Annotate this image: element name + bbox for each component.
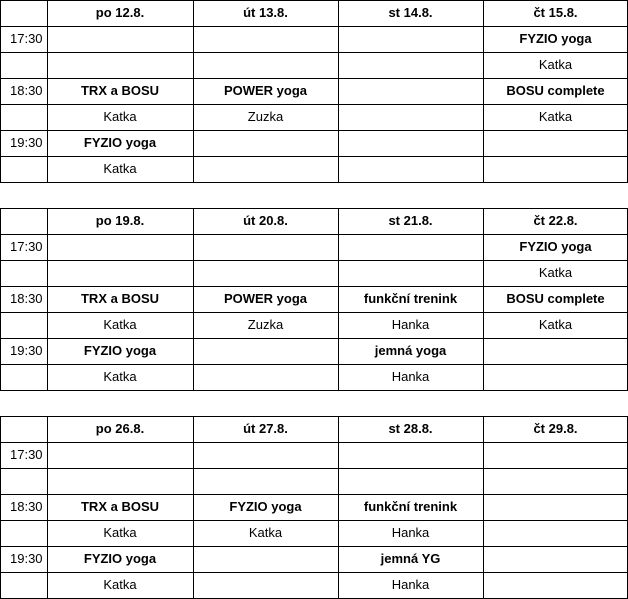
class-name (338, 78, 483, 104)
instructor-name: Katka (248, 525, 283, 540)
grid-line (0, 234, 628, 235)
time-label: 19:30 (10, 551, 43, 566)
class-name (193, 130, 338, 156)
instructor-name: Katka (538, 317, 573, 332)
instructor-name: Zuzka (247, 317, 284, 332)
instructor-name: Hanka (391, 369, 430, 384)
day-header: st 14.8. (388, 5, 433, 20)
instructor-name (483, 572, 628, 598)
grid-line (0, 442, 628, 443)
class-name (483, 338, 628, 364)
class-name (193, 338, 338, 364)
class-name (483, 130, 628, 156)
class-name (47, 234, 193, 260)
grid-line (0, 416, 628, 417)
class-name (338, 26, 483, 52)
time-blank (0, 468, 47, 494)
class-name: jemná YG (380, 551, 441, 566)
instructor-name: Katka (538, 57, 573, 72)
class-name (47, 442, 193, 468)
corner-cell (0, 0, 47, 26)
instructor-name (193, 364, 338, 390)
grid-line (193, 0, 194, 183)
time-blank (0, 312, 47, 338)
day-header: čt 22.8. (533, 213, 578, 228)
class-name (338, 234, 483, 260)
corner-cell (0, 208, 47, 234)
grid-line (0, 286, 628, 287)
grid-line (0, 260, 628, 261)
day-header: po 19.8. (95, 213, 145, 228)
class-name (338, 130, 483, 156)
class-name: FYZIO yoga (83, 551, 157, 566)
instructor-name (338, 104, 483, 130)
instructor-name (338, 468, 483, 494)
instructor-name: Katka (103, 161, 137, 176)
grid-line (47, 416, 48, 599)
class-name: TRX a BOSU (80, 83, 159, 98)
class-name: BOSU complete (506, 291, 605, 306)
day-header: po 26.8. (95, 421, 145, 436)
day-header: po 12.8. (95, 5, 145, 20)
instructor-name: Katka (103, 317, 137, 332)
grid-line (0, 312, 628, 313)
grid-line (0, 494, 628, 495)
corner-cell (0, 416, 47, 442)
grid-line (193, 416, 194, 599)
grid-line (0, 546, 628, 547)
class-name: funkční trenink (363, 291, 458, 306)
instructor-name: Katka (103, 525, 137, 540)
grid-line (0, 156, 628, 157)
instructor-name (483, 156, 628, 182)
grid-line (0, 78, 628, 79)
instructor-name: Katka (103, 369, 137, 384)
instructor-name (47, 468, 193, 494)
day-header: st 28.8. (388, 421, 433, 436)
grid-line (0, 338, 628, 339)
grid-line (0, 416, 1, 599)
instructor-name (193, 468, 338, 494)
instructor-name (193, 572, 338, 598)
class-name (193, 234, 338, 260)
class-name (338, 442, 483, 468)
grid-line (483, 208, 484, 391)
instructor-name: Katka (103, 109, 137, 124)
time-blank (0, 520, 47, 546)
class-name: TRX a BOSU (80, 291, 159, 306)
class-name: jemná yoga (374, 343, 447, 358)
instructor-name (483, 468, 628, 494)
time-blank (0, 260, 47, 286)
day-header: út 20.8. (243, 213, 288, 228)
grid-line (0, 0, 1, 183)
instructor-name (193, 156, 338, 182)
class-name: FYZIO yoga (83, 343, 157, 358)
instructor-name (338, 260, 483, 286)
grid-line (47, 0, 48, 183)
time-label: 17:30 (10, 31, 43, 46)
class-name: POWER yoga (223, 291, 308, 306)
time-label: 18:30 (10, 291, 43, 306)
instructor-name (338, 156, 483, 182)
instructor-name: Katka (538, 109, 573, 124)
class-name: funkční trenink (363, 499, 458, 514)
grid-line (47, 208, 48, 391)
class-name (193, 26, 338, 52)
instructor-name: Zuzka (247, 109, 284, 124)
grid-line (483, 416, 484, 599)
instructor-name (47, 52, 193, 78)
day-header: čt 15.8. (533, 5, 578, 20)
class-name: FYZIO yoga (229, 499, 302, 514)
class-name: BOSU complete (506, 83, 605, 98)
instructor-name: Hanka (391, 317, 430, 332)
class-name (47, 26, 193, 52)
grid-line (483, 0, 484, 183)
instructor-name (193, 260, 338, 286)
instructor-name (483, 364, 628, 390)
time-label: 19:30 (10, 343, 43, 358)
grid-line (0, 52, 628, 53)
grid-line (0, 182, 628, 183)
instructor-name (193, 52, 338, 78)
class-name: FYZIO yoga (519, 31, 592, 46)
grid-line (338, 208, 339, 391)
grid-line (338, 416, 339, 599)
grid-line (0, 572, 628, 573)
day-header: út 27.8. (243, 421, 288, 436)
time-blank (0, 364, 47, 390)
grid-line (0, 520, 628, 521)
grid-line (0, 468, 628, 469)
instructor-name: Katka (538, 265, 573, 280)
instructor-name: Hanka (391, 525, 430, 540)
day-header: čt 29.8. (533, 421, 578, 436)
day-header: út 13.8. (243, 5, 288, 20)
class-name (193, 442, 338, 468)
class-name: FYZIO yoga (519, 239, 592, 254)
time-label: 17:30 (10, 239, 43, 254)
time-label: 18:30 (10, 499, 43, 514)
time-label: 17:30 (10, 447, 43, 462)
time-label: 19:30 (10, 135, 43, 150)
instructor-name: Hanka (391, 577, 430, 592)
instructor-name: Katka (103, 577, 137, 592)
class-name (483, 494, 628, 520)
class-name (193, 546, 338, 572)
grid-line (0, 0, 628, 1)
grid-line (0, 208, 628, 209)
day-header: st 21.8. (388, 213, 433, 228)
grid-line (0, 104, 628, 105)
time-blank (0, 572, 47, 598)
grid-line (193, 208, 194, 391)
time-blank (0, 52, 47, 78)
class-name: TRX a BOSU (80, 499, 159, 514)
grid-line (0, 26, 628, 27)
time-label: 18:30 (10, 83, 43, 98)
class-name (483, 546, 628, 572)
grid-line (338, 0, 339, 183)
time-blank (0, 104, 47, 130)
grid-line (0, 208, 1, 391)
class-name (483, 442, 628, 468)
grid-line (0, 390, 628, 391)
time-blank (0, 156, 47, 182)
instructor-name (483, 520, 628, 546)
grid-line (0, 130, 628, 131)
class-name: POWER yoga (223, 83, 308, 98)
grid-line (0, 364, 628, 365)
class-name: FYZIO yoga (83, 135, 157, 150)
instructor-name (47, 260, 193, 286)
instructor-name (338, 52, 483, 78)
